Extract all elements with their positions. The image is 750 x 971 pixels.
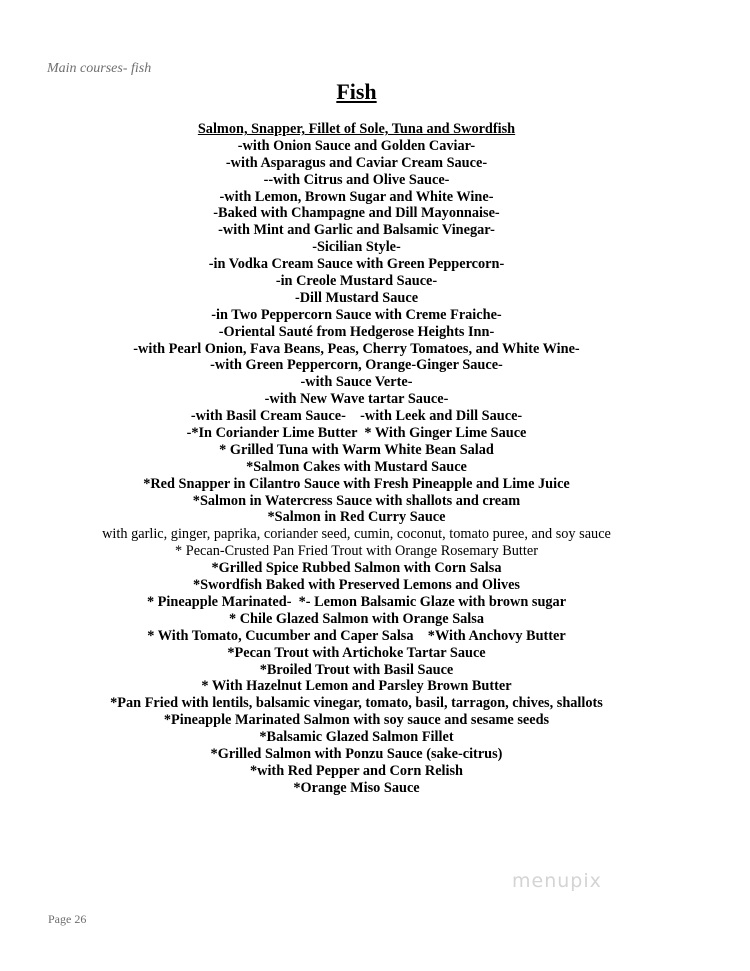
menu-item: *Grilled Spice Rubbed Salmon with Corn Salsa <box>211 560 502 577</box>
menu-item: -Baked with Champagne and Dill Mayonnaise- <box>213 205 500 222</box>
menu-item: -with Green Peppercorn, Orange-Ginger Sauce- <box>210 357 503 374</box>
menu-item: -Oriental Sauté from Hedgerose Heights Inn- <box>218 323 495 340</box>
menu-item: * Grilled Tuna with Warm White Bean Salad <box>219 441 494 458</box>
menu-item: --with Citrus and Olive Sauce- <box>263 171 450 188</box>
menu-item: -with Sauce Verte- <box>300 374 413 391</box>
menu-subheading: Salmon, Snapper, Fillet of Sole, Tuna and Swordfish <box>197 121 516 137</box>
page-number: Page 26 <box>48 912 87 926</box>
menu-item: * With Tomato, Cucumber and Caper Salsa *With Anchovy Butter <box>147 627 566 644</box>
menu-item-list <box>0 121 713 797</box>
menupix-watermark: menupix <box>512 870 602 892</box>
menu-item: -in Two Peppercorn Sauce with Creme Fraiche- <box>211 306 502 323</box>
menu-item: *Salmon Cakes with Mustard Sauce <box>246 458 467 475</box>
menu-item: -with Mint and Garlic and Balsamic Vinegar- <box>218 222 495 239</box>
menu-item: *Broiled Trout with Basil Sauce <box>259 661 454 678</box>
menu-item: *with Red Pepper and Corn Relish <box>249 762 463 779</box>
page-title: Fish <box>336 79 377 104</box>
running-header: Main courses- fish <box>47 61 152 76</box>
menu-item: -with Lemon, Brown Sugar and White Wine- <box>219 188 494 205</box>
menu-item: *Pecan Trout with Artichoke Tartar Sauce <box>227 644 486 661</box>
menu-item: -with Onion Sauce and Golden Caviar- <box>237 137 476 154</box>
menu-item: -*In Coriander Lime Butter * With Ginger Lime Sauce <box>186 425 527 442</box>
menu-item: * With Hazelnut Lemon and Parsley Brown Butter <box>201 678 512 695</box>
menu-item-description: with garlic, ginger, paprika, coriander seed, cumin, coconut, tomato puree, and soy sauce <box>102 526 611 543</box>
menu-item: * Pecan-Crusted Pan Fried Trout with Orange Rosemary Butter <box>175 543 538 560</box>
menu-item: *Grilled Salmon with Ponzu Sauce (sake-citrus) <box>210 745 503 762</box>
menu-item: *Red Snapper in Cilantro Sauce with Fresh Pineapple and Lime Juice <box>143 475 570 492</box>
menu-item: *Balsamic Glazed Salmon Fillet <box>259 729 454 746</box>
menu-item: -with Pearl Onion, Fava Beans, Peas, Cherry Tomatoes, and White Wine- <box>133 340 580 357</box>
menu-item: -in Creole Mustard Sauce- <box>275 273 438 290</box>
menu-item: *Orange Miso Sauce <box>293 779 420 796</box>
menu-item: -with Basil Cream Sauce- -with Leek and Dill Sauce- <box>190 408 523 425</box>
menu-item: -with New Wave tartar Sauce- <box>264 391 449 408</box>
menu-item: *Salmon in Watercress Sauce with shallots and cream <box>192 492 521 509</box>
menu-item: -with Asparagus and Caviar Cream Sauce- <box>225 154 488 171</box>
menu-item: *Swordfish Baked with Preserved Lemons and Olives <box>193 577 520 594</box>
menu-item: * Chile Glazed Salmon with Orange Salsa <box>229 610 484 627</box>
menu-item: *Pineapple Marinated Salmon with soy sauce and sesame seeds <box>163 712 550 729</box>
menu-item: * Pineapple Marinated- *- Lemon Balsamic Glaze with brown sugar <box>146 593 567 610</box>
menu-item: -Sicilian Style- <box>312 239 401 256</box>
menu-item: *Salmon in Red Curry Sauce <box>267 509 446 526</box>
menu-item: -Dill Mustard Sauce <box>294 289 419 306</box>
menu-item: -in Vodka Cream Sauce with Green Peppercorn- <box>208 256 505 273</box>
menu-item: *Pan Fried with lentils, balsamic vinegar, tomato, basil, tarragon, chives, shallots <box>110 695 603 712</box>
